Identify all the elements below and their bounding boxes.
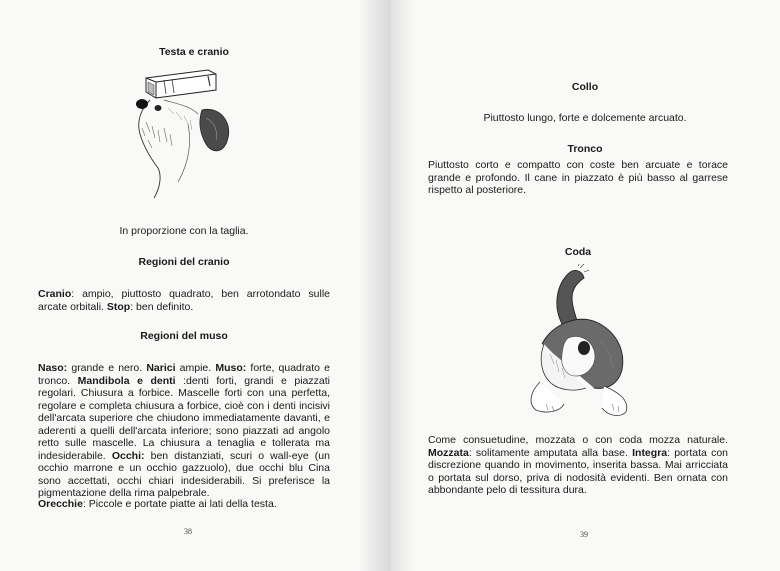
term-label: Mozzata — [428, 446, 469, 459]
term-text: : ben definito. — [130, 300, 194, 313]
body-paragraph: Piuttosto corto e compatto con coste ben arcuate e torace grande e profondo. Il cane in piazzato è più basso al garrese rispetto al posteriore. — [428, 159, 728, 196]
term-label: Orecchie — [38, 498, 83, 510]
term-label: Cranio — [38, 288, 72, 300]
page-number-right: 39 — [580, 530, 588, 539]
term-label: Narici — [146, 362, 176, 374]
heading-neck: Collo — [571, 81, 599, 93]
neck-text: Piuttosto lungo, forte e dolcemente arcuato. — [483, 112, 687, 124]
skull-paragraph — [38, 288, 330, 313]
dog-tail-illustration — [522, 264, 642, 424]
term-text: : portata con discrezione quando in movimento, inserita bassa. Mai arricciata o portata sul dorso, priva di nodosità evidenti. Ben ornata con abbondante pelo di tessitura dura. — [428, 446, 728, 496]
heading-head-skull: Testa e cranio — [159, 46, 229, 58]
term-text: ben distanziati, scuri o wall-eye (un occhio marrone e un occhio gazzuolo), due occhi blu Cina sono accettati, occhi chiari indesiderabili. Si preferisce la pigmentazione della rima palpebrale. — [38, 449, 330, 499]
term-text: : solitamente amputata alla base. — [468, 446, 633, 459]
term-text: : Piccole e portate piatte ai lati della testa. — [82, 498, 277, 510]
head-caption: In proporzione con la taglia. — [119, 225, 249, 237]
term-text: :denti forti, grandi e piazzati regolari. Chiusura a forbice. Mascelle forti con una perfetta, regolare e completa chiusura a forbice, cioè con i denti incisivi dell'arcata superiore che chiudono immediatamente davanti, e aderenti a quelli dell'arcata inferiore; sono piazzati ad angolo retto sulle mascelle. La chiusura a tenaglia e tollerata ma indesiderabile. — [38, 374, 330, 462]
dog-head-illustration — [128, 64, 238, 204]
term-text: grande e nero. — [67, 362, 147, 374]
heading-body: Tronco — [567, 143, 603, 155]
term-label: Stop — [106, 300, 131, 313]
term-label: Integra — [632, 446, 668, 459]
ears-paragraph — [38, 498, 330, 511]
term-text: forte, quadrato e tronco. — [38, 362, 330, 387]
heading-muzzle-regions: Regioni del muso — [140, 330, 228, 342]
tail-paragraph — [428, 434, 728, 497]
term-label: Muso: — [215, 362, 247, 374]
page-number-left: 38 — [184, 527, 192, 536]
right-page — [390, 0, 780, 571]
heading-tail: Coda — [564, 246, 592, 258]
muzzle-paragraph — [38, 362, 330, 500]
term-text: Come consuetudine, mozzata o con coda mozza naturale. — [428, 434, 728, 446]
gutter-shadow — [358, 0, 388, 571]
term-label: Mandibola e denti — [77, 374, 176, 387]
term-label: Occhi: — [111, 449, 145, 462]
term-text: ampie. — [175, 362, 216, 374]
term-label: Naso: — [38, 362, 68, 374]
left-page — [0, 0, 388, 571]
heading-skull-regions: Regioni del cranio — [138, 256, 230, 268]
term-text: : ampio, piuttosto quadrato, ben arrotondato sulle arcate orbitali. — [38, 288, 330, 313]
